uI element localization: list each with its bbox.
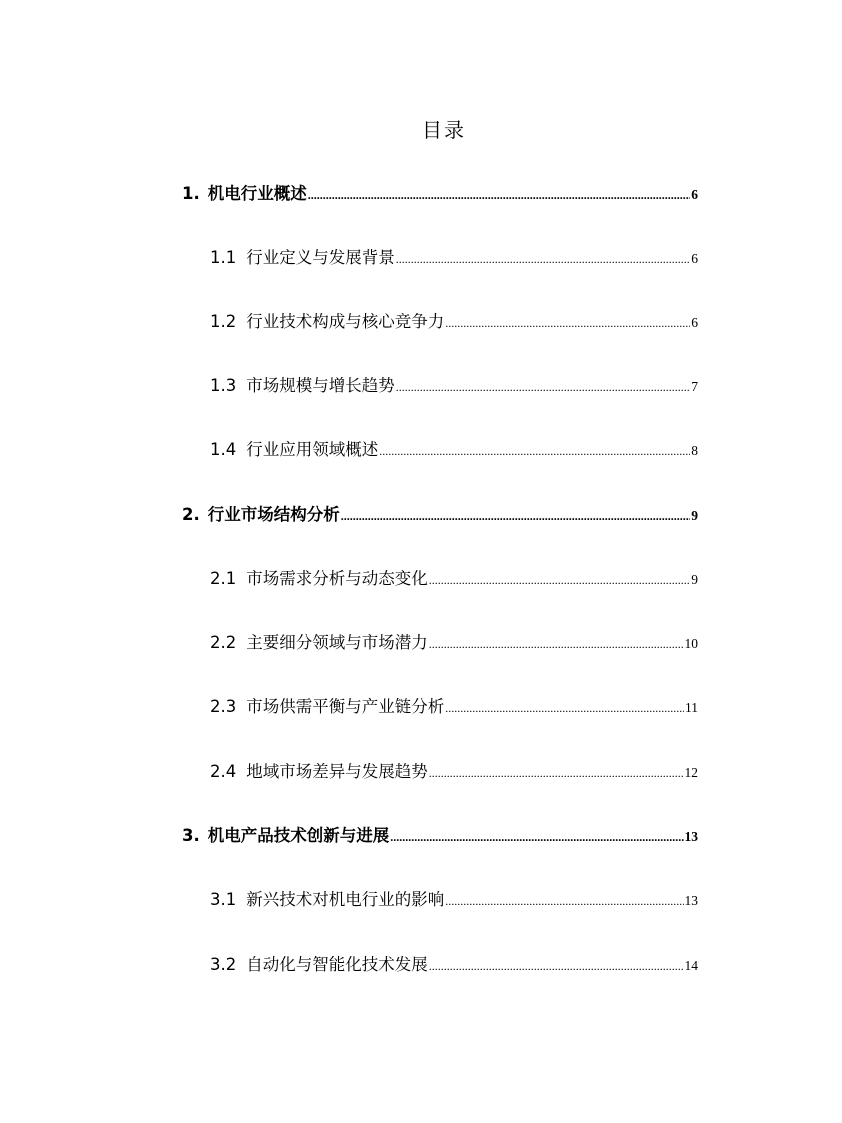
toc-entry-page: 13 bbox=[684, 893, 698, 908]
toc-entry-label: 行业技术构成与核心竞争力 bbox=[246, 312, 445, 331]
toc-entry-page: 6 bbox=[691, 187, 698, 202]
toc-entry-page: 9 bbox=[691, 508, 698, 523]
toc-entry-label: 市场需求分析与动态变化 bbox=[246, 569, 428, 588]
toc-entry-section-2-1[interactable] bbox=[210, 567, 698, 591]
toc-entry-section-1-1[interactable] bbox=[210, 246, 698, 270]
toc-entry-section-2-3[interactable] bbox=[210, 695, 698, 719]
toc-entry-label: 地域市场差异与发展趋势 bbox=[246, 762, 428, 781]
toc-entry-page: 10 bbox=[684, 636, 698, 651]
toc-entry-section-2-2[interactable] bbox=[210, 631, 698, 655]
toc-entry-number: 2. bbox=[182, 505, 200, 524]
toc-entry-label: 行业定义与发展背景 bbox=[246, 248, 395, 267]
toc-entry-section-1-2[interactable] bbox=[210, 310, 698, 334]
toc-entry-number: 2.4 bbox=[210, 762, 237, 781]
toc-entry-number: 3.1 bbox=[210, 890, 237, 909]
toc-dot-leader bbox=[445, 311, 690, 335]
toc-dot-leader bbox=[445, 696, 684, 720]
toc-entry-label: 市场供需平衡与产业链分析 bbox=[246, 697, 445, 716]
toc-entry-number: 2.3 bbox=[210, 697, 237, 716]
toc-entry-section-2-4[interactable] bbox=[210, 760, 698, 784]
toc-entry-page: 8 bbox=[691, 443, 698, 458]
toc-dot-leader bbox=[390, 825, 683, 849]
toc-entry-label: 主要细分领域与市场潜力 bbox=[246, 633, 428, 652]
toc-entry-chapter-2[interactable] bbox=[182, 503, 698, 527]
toc-dot-leader bbox=[341, 504, 691, 528]
toc-entry-section-1-3[interactable] bbox=[210, 374, 698, 398]
toc-dot-leader bbox=[308, 183, 691, 207]
toc-entry-page: 13 bbox=[684, 829, 698, 844]
toc-entry-number: 1.2 bbox=[210, 312, 237, 331]
toc-entry-page: 6 bbox=[691, 315, 698, 330]
toc-entry-number: 1.3 bbox=[210, 376, 237, 395]
toc-dot-leader bbox=[429, 954, 684, 978]
toc-entry-label: 行业市场结构分析 bbox=[207, 505, 340, 524]
toc-entry-number: 2.2 bbox=[210, 633, 237, 652]
toc-dot-leader bbox=[396, 247, 691, 271]
toc-entry-number: 2.1 bbox=[210, 569, 237, 588]
toc-entry-label: 行业应用领域概述 bbox=[246, 440, 379, 459]
toc-entry-section-3-2[interactable] bbox=[210, 953, 698, 977]
toc-entry-label: 自动化与智能化技术发展 bbox=[246, 955, 428, 974]
toc-dot-leader bbox=[379, 439, 690, 463]
toc-dot-leader bbox=[429, 632, 684, 656]
toc-entry-number: 3. bbox=[182, 826, 200, 845]
toc-dot-leader bbox=[429, 761, 684, 785]
toc-entry-page: 6 bbox=[691, 251, 698, 266]
toc-entry-chapter-1[interactable] bbox=[182, 182, 698, 206]
toc-entry-page: 9 bbox=[691, 572, 698, 587]
toc-entry-number: 1.1 bbox=[210, 248, 237, 267]
toc-entry-label: 新兴技术对机电行业的影响 bbox=[246, 890, 445, 909]
toc-entry-number: 1.4 bbox=[210, 440, 237, 459]
toc-dot-leader bbox=[429, 568, 691, 592]
toc-dot-leader bbox=[445, 889, 683, 913]
toc-entry-section-3-1[interactable] bbox=[210, 888, 698, 912]
toc-entry-label: 机电产品技术创新与进展 bbox=[207, 826, 390, 845]
toc-entry-page: 7 bbox=[691, 379, 698, 394]
toc-entry-section-1-4[interactable] bbox=[210, 438, 698, 462]
toc-entry-number: 3.2 bbox=[210, 955, 237, 974]
toc-entry-page: 14 bbox=[684, 958, 698, 973]
toc-entry-chapter-3[interactable] bbox=[182, 824, 698, 848]
toc-entry-label: 机电行业概述 bbox=[207, 184, 307, 203]
toc-dot-leader bbox=[396, 375, 691, 399]
toc-entry-page: 11 bbox=[685, 700, 698, 715]
toc-entry-page: 12 bbox=[684, 765, 698, 780]
toc-entry-label: 市场规模与增长趋势 bbox=[246, 376, 395, 395]
toc-title: 目录 bbox=[422, 118, 466, 142]
toc-entry-number: 1. bbox=[182, 184, 200, 203]
